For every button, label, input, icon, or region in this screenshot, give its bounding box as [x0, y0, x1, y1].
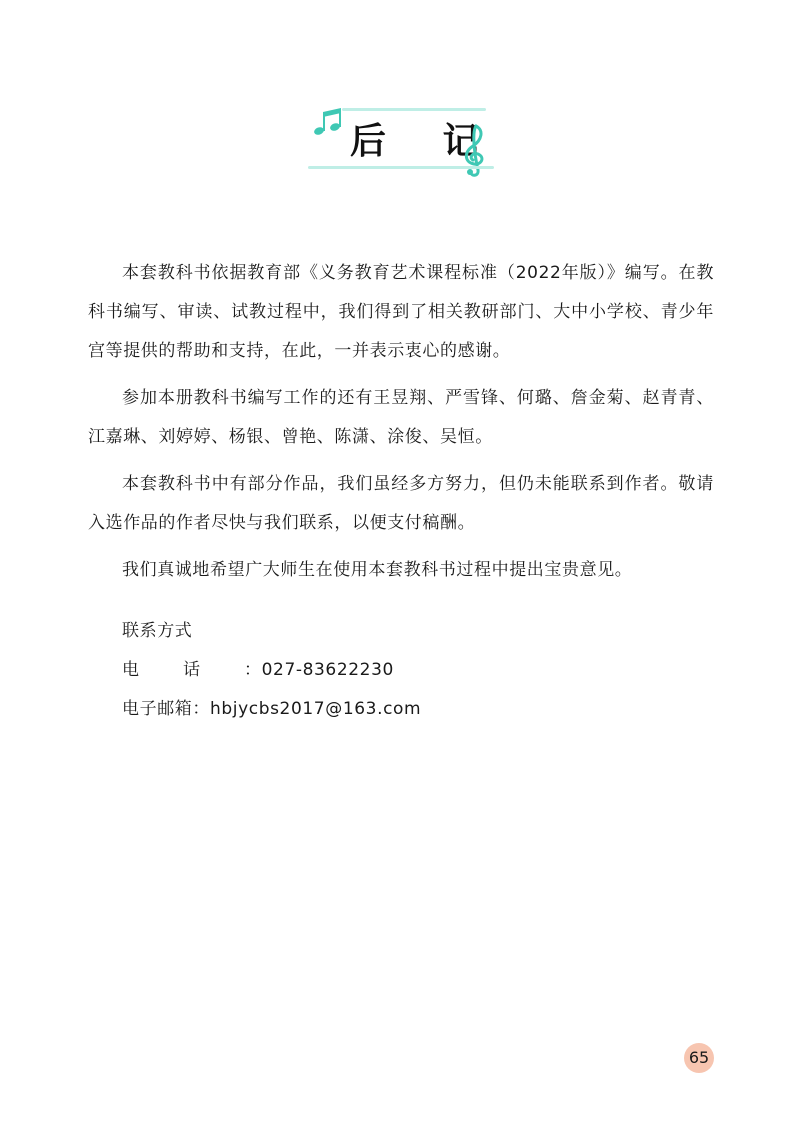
page-number-badge: 65: [684, 1043, 714, 1073]
email-separator: ：: [192, 699, 211, 719]
contact-info: [122, 612, 622, 729]
treble-clef-icon: [454, 122, 494, 178]
title-top-line: [342, 108, 486, 111]
paragraph: 参加本册教科书编写工作的还有王昱翔、严雪锋、何璐、詹金菊、赵青青、江嘉琳、刘婷婷、杨银、曾艳、陈潇、涂俊、吴恒。: [88, 388, 714, 447]
phone-separator: ：: [244, 660, 262, 680]
paragraph: 我们真诚地希望广大师生在使用本套教科书过程中提出宝贵意见。: [122, 560, 633, 580]
contact-heading: 联系方式: [122, 621, 193, 641]
phone-label: 电话: [122, 660, 244, 680]
email-row: [122, 690, 622, 729]
page-title: 后 记: [350, 121, 501, 162]
email-label: 电子邮箱: [122, 699, 193, 719]
music-note-icon: [310, 104, 346, 140]
phone-row: [122, 651, 622, 690]
afterword-body: [88, 254, 714, 598]
paragraph: 本套教科书中有部分作品，我们虽经多方努力，但仍未能联系到作者。敬请入选作品的作者尽快与我们联系，以便支付稿酬。: [88, 474, 714, 533]
title-block: [300, 98, 500, 178]
title-bottom-line: [308, 166, 494, 169]
email-value: hbjycbs2017@163.com: [210, 699, 422, 719]
paragraph: 本套教科书依据教育部《义务教育艺术课程标准（2022年版）》编写。在教科书编写、审读、试教过程中，我们得到了相关教研部门、大中小学校、青少年宫等提供的帮助和支持，在此，一并表示衷心的感谢。: [88, 263, 714, 361]
phone-value: 027-83622230: [261, 660, 394, 680]
